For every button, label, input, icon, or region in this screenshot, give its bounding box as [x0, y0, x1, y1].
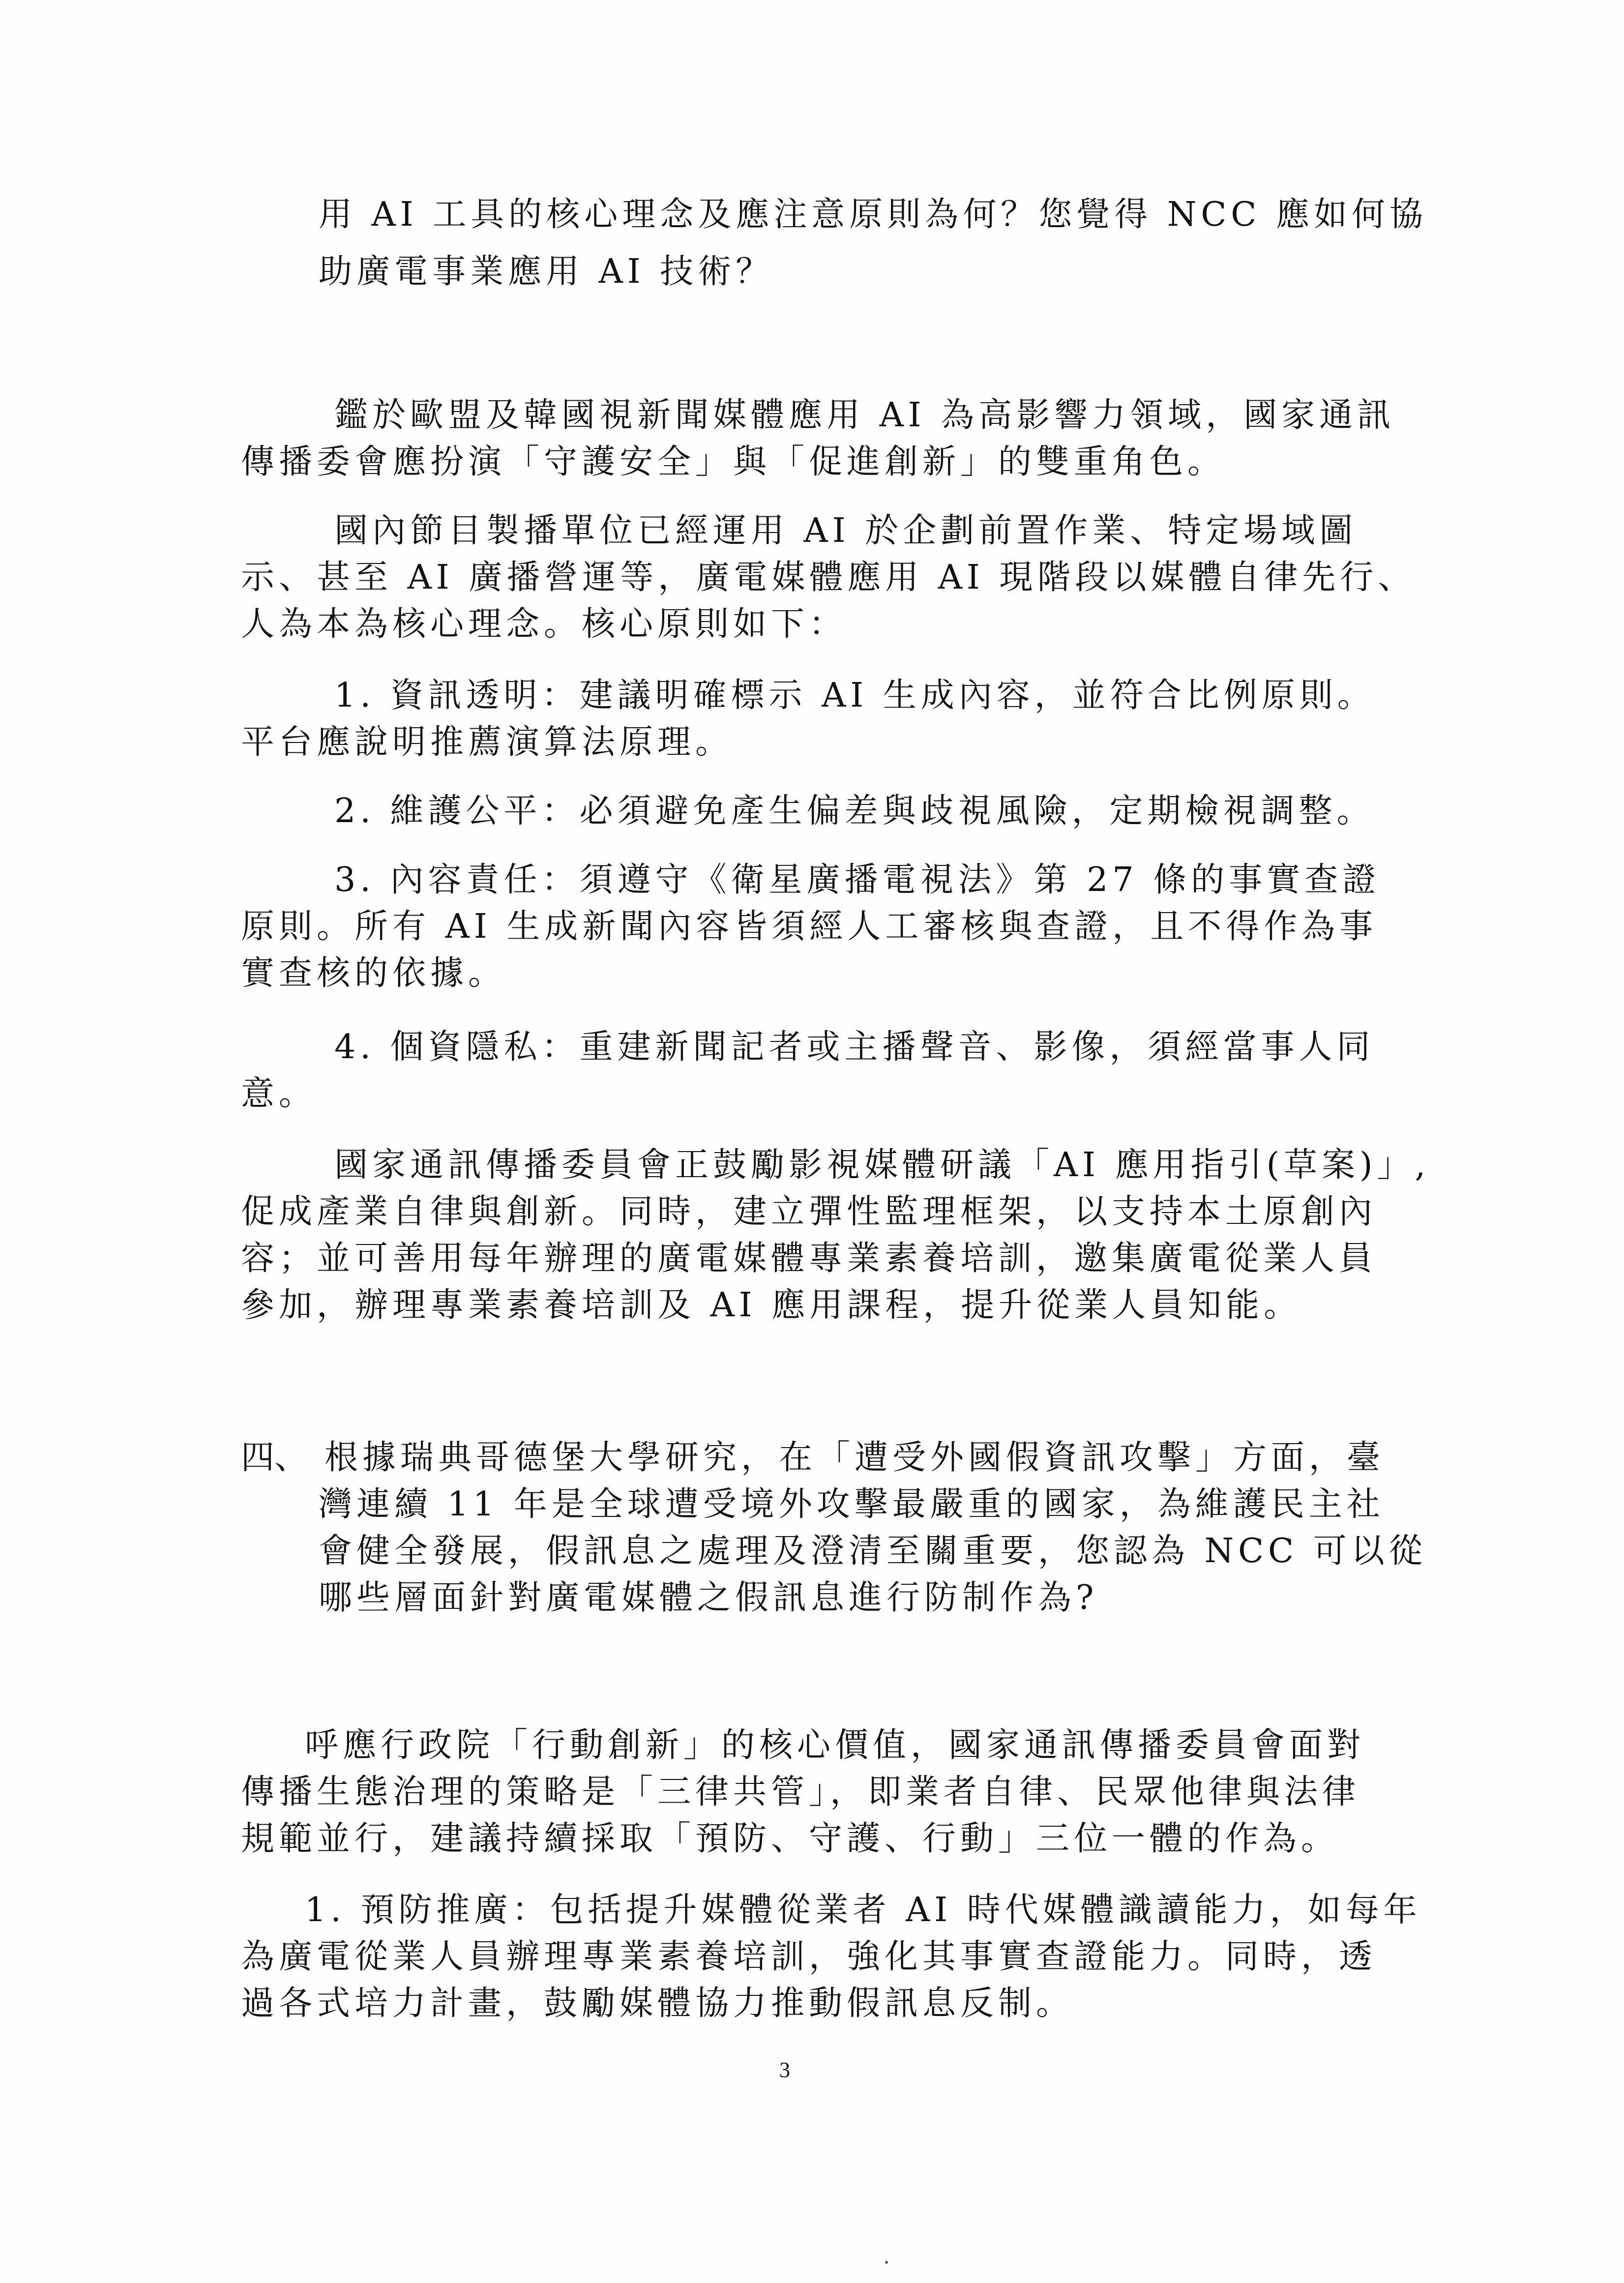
question-number: 四、 — [241, 1438, 308, 1477]
paragraph-line: 參加，辦理專業素養培訓及 AI 應用課程，提升從業人員知能。 — [241, 1286, 1302, 1325]
principle-line: 平台應說明推薦演算法原理。 — [241, 723, 734, 762]
paragraph-line: 呼應行政院「行動創新」的核心價值，國家通訊傳播委員會面對 — [305, 1726, 1365, 1765]
principle-line: 實查核的依據。 — [241, 954, 506, 993]
question-line: 會健全發展，假訊息之處理及澄清至關重要，您認為 NCC 可以從 — [319, 1532, 1427, 1571]
paragraph-line: 國家通訊傳播委員會正鼓勵影視媒體研議「AI 應用指引(草案)」, — [334, 1146, 1430, 1185]
paragraph-line: 人為本為核心理念。核心原則如下： — [241, 605, 847, 644]
page-number: 3 — [779, 2058, 790, 2082]
question-line: 哪些層面針對廣電媒體之假訊息進行防制作為? — [319, 1578, 1098, 1617]
paragraph-line: 示、甚至 AI 廣播營運等，廣電媒體應用 AI 現階段以媒體自律先行、 — [241, 558, 1416, 597]
principle-line: 原則。所有 AI 生成新聞內容皆須經人工審核與查證，且不得作為事 — [241, 907, 1378, 946]
list-item-line: 為廣電從業人員辦理專業素養培訓，強化其事實查證能力。同時，透 — [241, 1937, 1377, 1976]
question-line: 助廣電事業應用 AI 技術？ — [319, 252, 774, 291]
paragraph-line: 傳播委會應扮演「守護安全」與「促進創新」的雙重角色。 — [241, 443, 1226, 481]
principle-line: 3. 內容責任：須遵守《衛星廣播電視法》第 27 條的事實查證 — [334, 860, 1381, 899]
question-line: 用 AI 工具的核心理念及應注意原則為何？您覺得 NCC 應如何協 — [319, 195, 1427, 234]
principle-line: 意。 — [241, 1074, 317, 1113]
paragraph-line: 促成產業自律與創新。同時，建立彈性監理框架，以支持本土原創內 — [241, 1192, 1377, 1231]
list-item-line: 1. 預防推廣：包括提升媒體從業者 AI 時代媒體識讀能力，如每年 — [305, 1891, 1421, 1929]
list-item-line: 過各式培力計畫，鼓勵媒體協力推動假訊息反制。 — [241, 1984, 1074, 2023]
question-line: 灣連續 11 年是全球遭受境外攻擊最嚴重的國家，為維護民主社 — [319, 1485, 1385, 1524]
paragraph-line: 鑑於歐盟及韓國視新聞媒體應用 AI 為高影響力領域，國家通訊 — [334, 396, 1395, 435]
principle-line: 1. 資訊透明：建議明確標示 AI 生成內容，並符合比例原則。 — [334, 676, 1375, 715]
paragraph-line: 容；並可善用每年辦理的廣電媒體專業素養培訓，邀集廣電從業人員 — [241, 1239, 1377, 1278]
scan-speck — [885, 2261, 888, 2264]
paragraph-line: 國內節目製播單位已經運用 AI 於企劃前置作業、特定場域圖 — [334, 511, 1358, 550]
paragraph-line: 傳播生態治理的策略是「三律共管」，即業者自律、民眾他律與法律 — [241, 1773, 1360, 1811]
principle-line: 4. 個資隱私：重建新聞記者或主播聲音、影像，須經當事人同 — [334, 1028, 1375, 1067]
principle-line: 2. 維護公平：必須避免產生偏差與歧視風險，定期檢視調整。 — [334, 792, 1375, 830]
paragraph-line: 規範並行，建議持續採取「預防、守護、行動」三位一體的作為。 — [241, 1819, 1339, 1858]
question-line: 根據瑞典哥德堡大學研究，在「遭受外國假資訊攻擊」方面，臺 — [325, 1438, 1385, 1477]
